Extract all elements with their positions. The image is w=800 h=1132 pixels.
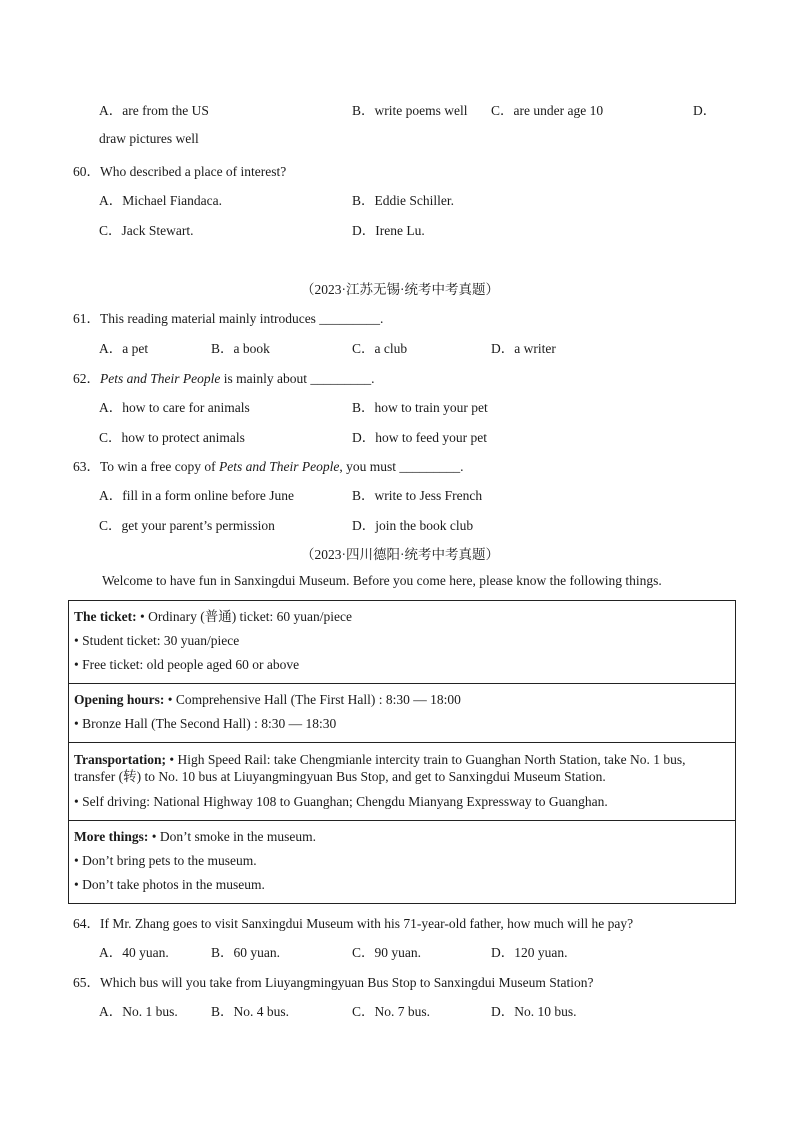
q59-option-d-text: draw pictures well [99,131,199,146]
hours-line-1 [74,688,730,712]
q65-option-d: D．No. 10 bus. [491,1004,577,1019]
q62-option-d: D．how to feed your pet [352,430,487,445]
q61-option-a: A．a pet [99,341,149,356]
q65-option-b: B．No. 4 bus. [211,1004,290,1019]
museum-info-box [68,600,736,904]
q64-option-d: D．120 yuan. [491,945,568,960]
more-label: More things: [74,829,149,844]
transport-section [69,742,735,820]
q64-option-a: A．40 yuan. [99,945,169,960]
more-no-smoking: • Don’t smoke in the museum. [148,829,316,844]
transport-line-1 [74,751,730,785]
q63-stem [73,455,464,475]
q62-book-title: Pets and Their People [100,371,221,386]
q64-option-b: B．60 yuan. [211,945,280,960]
q61-stem: 61．This reading material mainly introduces _________. [73,311,384,326]
q60-option-c: C．Jack Stewart. [99,223,194,238]
q62-stem [73,367,374,387]
q63-option-b: B．write to Jess French [352,488,483,503]
q65-stem: 65．Which bus will you take from Liuyangmingyuan Bus Stop to Sanxingdui Museum Station? [73,975,594,990]
q62-option-b: B．how to train your pet [352,400,488,415]
q63-stem-pre: 63．To win a free copy of [73,459,220,474]
q63-option-a: A．fill in a form online before June [99,488,294,503]
q61-option-b: B．a book [211,341,270,356]
ticket-ordinary: • Ordinary (普通) ticket: 60 yuan/piece [136,609,353,624]
ticket-free: • Free ticket: old people aged 60 or above [74,657,300,672]
q61-option-d: D．a writer [491,341,556,356]
transport-driving: • Self driving: National Highway 108 to Guanghan; Chengdu Mianyang Expressway to Guanghan. [74,794,608,809]
more-section [69,820,735,903]
q62-number: 62． [73,371,100,386]
q63-option-d: D．join the book club [352,518,474,533]
more-line-1 [74,825,730,849]
ticket-line-1 [74,605,730,629]
q59-option-b: B．write poems well [352,103,468,118]
q65-option-c: C．No. 7 bus. [352,1004,431,1019]
source-label-wuxi: （2023·江苏无锡·统考中考真题） [301,282,499,297]
q59-option-a: A．are from the US [99,103,209,118]
q60-option-a: A．Michael Fiandaca. [99,193,222,208]
hours-first-hall: • Comprehensive Hall (The First Hall) : 8:30 — 18:00 [164,692,461,707]
more-no-photos: • Don’t take photos in the museum. [74,877,265,892]
q64-option-c: C．90 yuan. [352,945,421,960]
q63-stem-rest: , you must _________. [339,459,464,474]
q59-option-c: C．are under age 10 [491,103,604,118]
museum-intro: Welcome to have fun in Sanxingdui Museum. Before you come here, please know the following things. [102,573,662,588]
ticket-section [69,601,735,683]
q63-option-c: C．get your parent’s permission [99,518,275,533]
q63-book-title: Pets and Their People [219,459,340,474]
more-no-pets: • Don’t bring pets to the museum. [74,853,257,868]
q60-option-b: B．Eddie Schiller. [352,193,454,208]
q64-stem: 64．If Mr. Zhang goes to visit Sanxingdui Museum with his 71-year-old father, how much will he pay? [73,916,634,931]
q59-option-d-letter: D． [693,103,717,118]
hours-label: Opening hours: [74,692,165,707]
source-label-deyang: （2023·四川德阳·统考中考真题） [301,547,499,562]
transport-rail: • High Speed Rail: take Chengmianle intercity train to Guanghan North Station, take No. 1 bus, transfer (转) to No. 10 bus at Liuyangmingyuan Bus Stop, and get to Sanxingdui Museum Station. [74,752,686,784]
q62-stem-rest: is mainly about _________. [220,371,375,386]
q61-option-c: C．a club [352,341,408,356]
transport-label: Transportation; [74,752,167,767]
q60-option-d: D．Irene Lu. [352,223,425,238]
q62-option-a: A．how to care for animals [99,400,250,415]
hours-section [69,683,735,742]
q60-stem: 60．Who described a place of interest? [73,164,287,179]
q62-option-c: C．how to protect animals [99,430,245,445]
hours-second-hall: • Bronze Hall (The Second Hall) : 8:30 — 18:30 [74,716,337,731]
ticket-label: The ticket: [74,609,137,624]
q65-option-a: A．No. 1 bus. [99,1004,178,1019]
ticket-student: • Student ticket: 30 yuan/piece [74,633,240,648]
